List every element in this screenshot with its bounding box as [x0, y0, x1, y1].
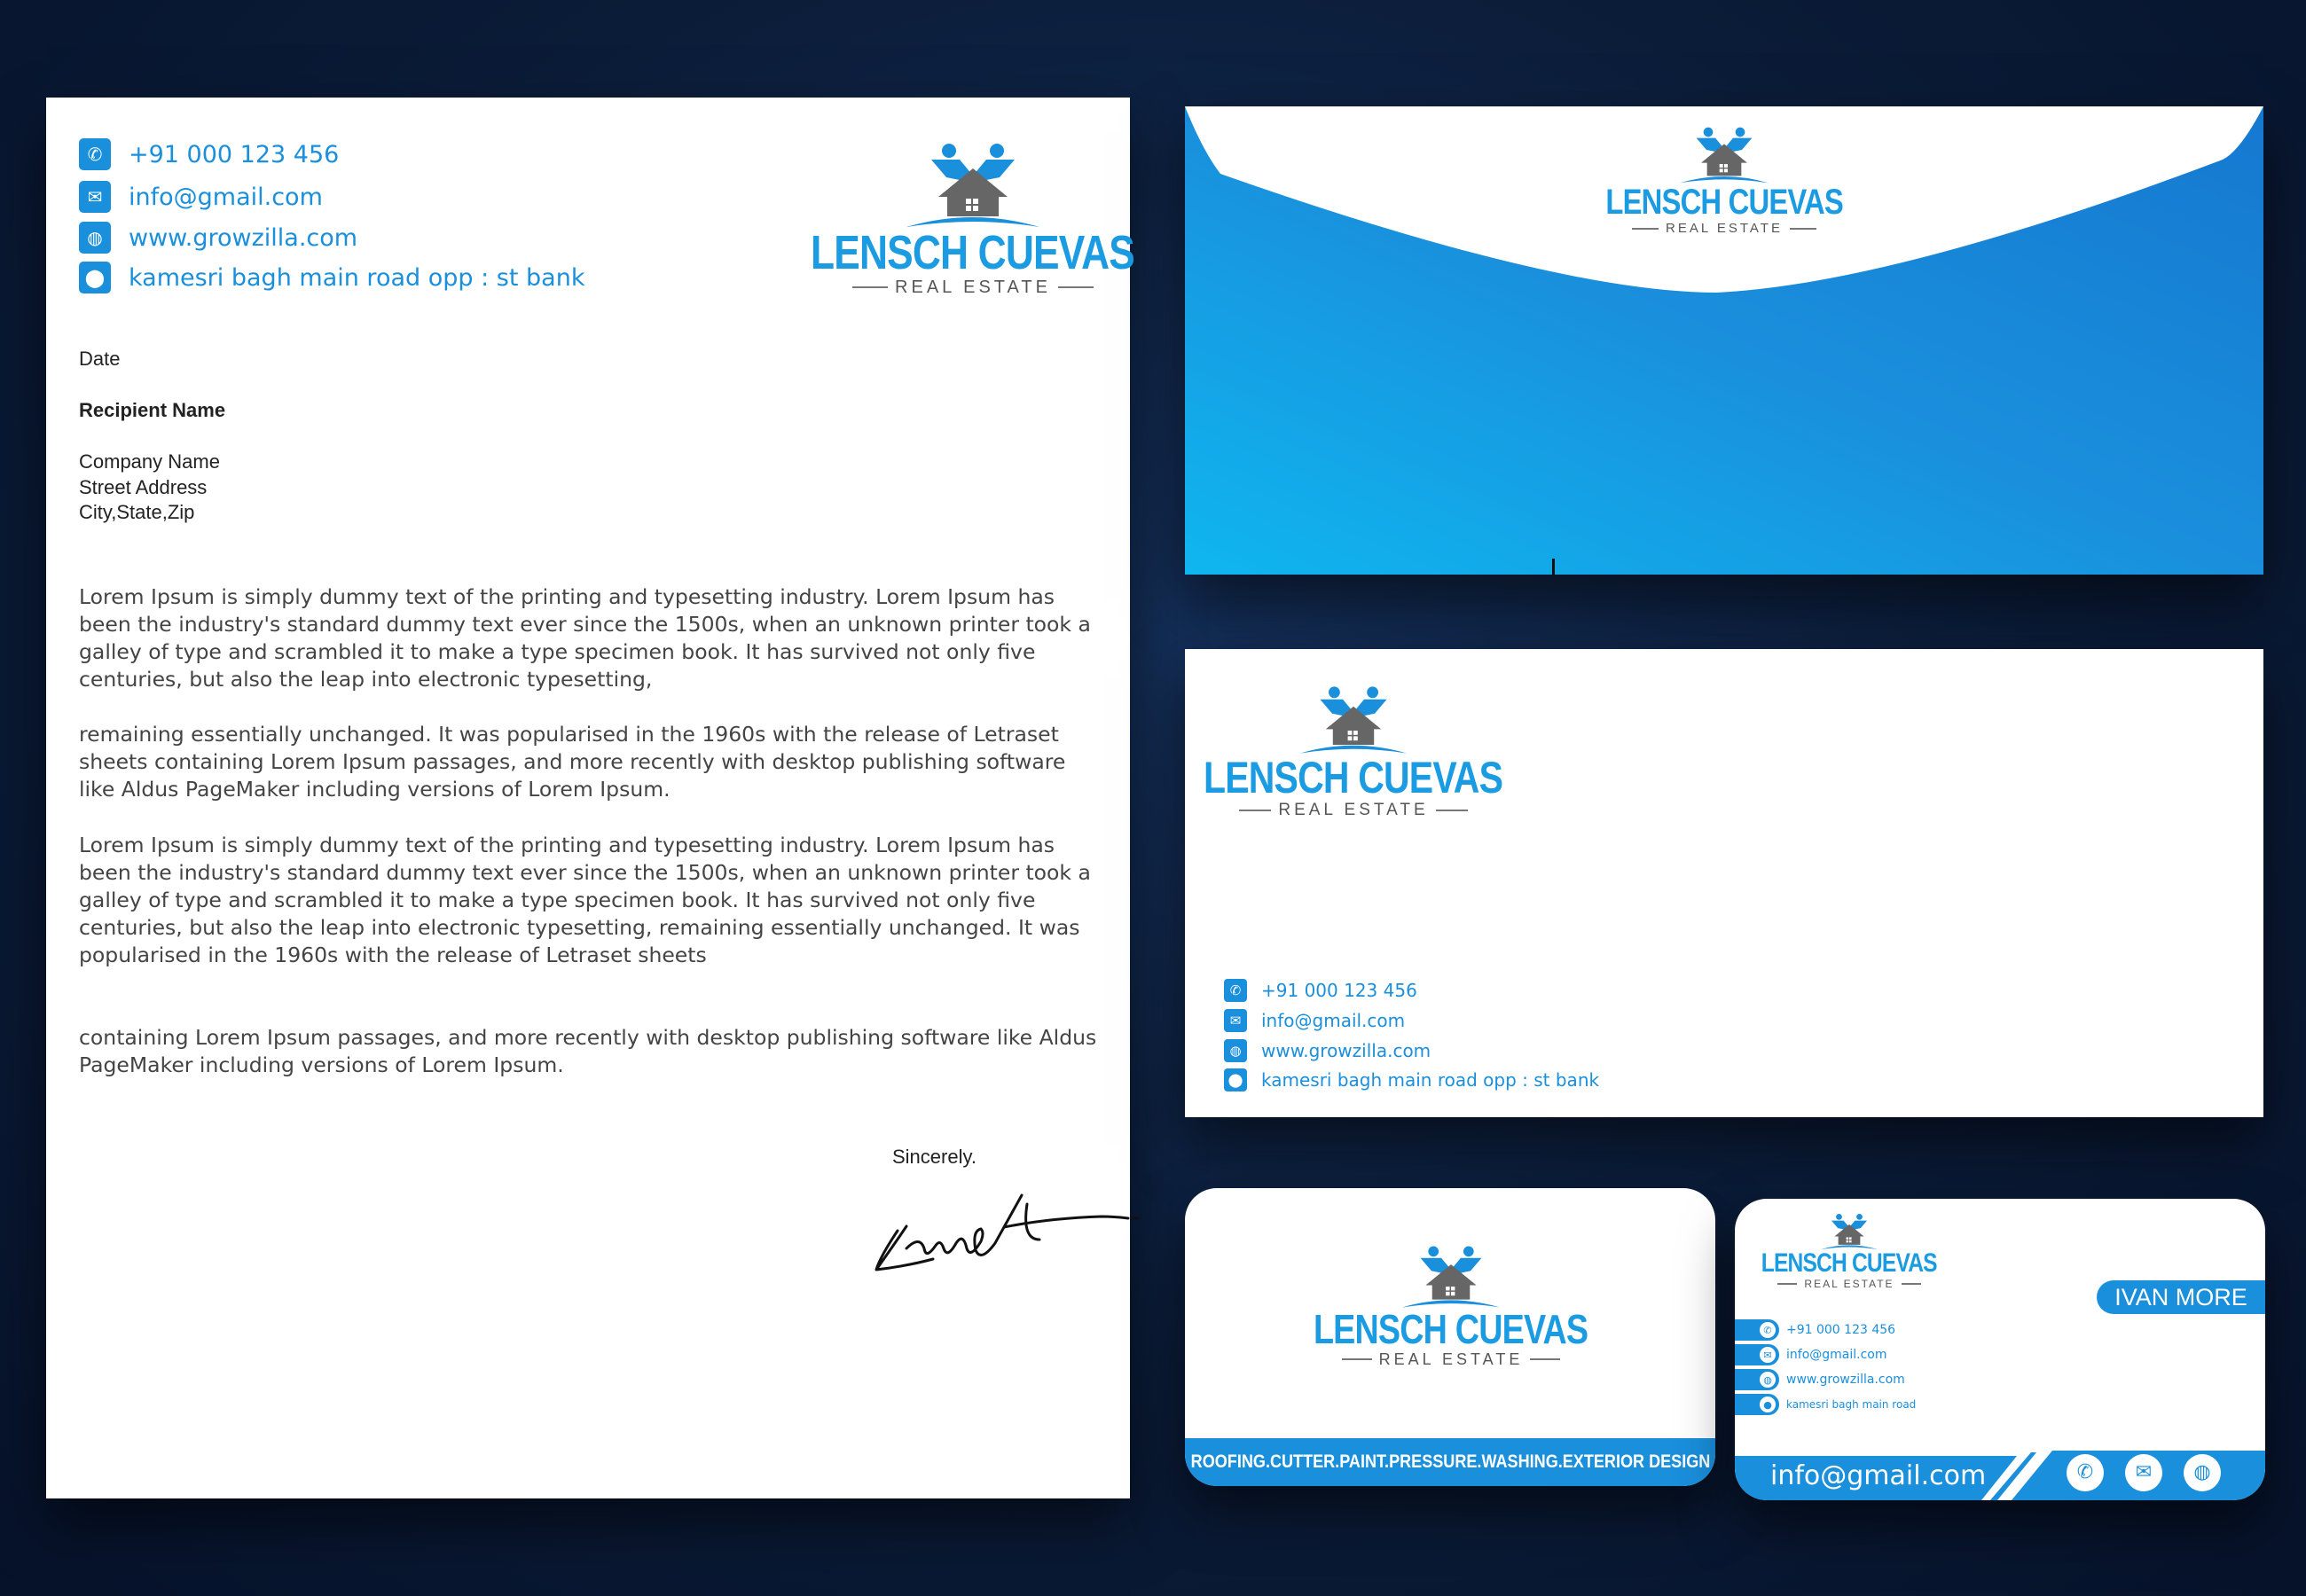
letterhead-email-row [79, 181, 323, 213]
phone-icon: ✆ [79, 138, 111, 170]
letter-paragraph-1: Lorem Ipsum is simply dummy text of the printing and typesetting industry. Lorem Ipsum has been the industry's standard dummy text ever since the 1500s, when an unknown printer took a galley of type and scrambled it to make a type specimen book. It has survived not only five centuries, but also the leap into electronic typesetting, [79, 584, 1091, 692]
brand-tagline-row [852, 278, 1094, 296]
location-icon: ⬤ [79, 262, 111, 293]
tagline-rule-left [1239, 810, 1271, 811]
brand-name: LENSCH CUEVAS [1605, 183, 1843, 222]
business-card-back [1735, 1199, 2265, 1500]
brand-name: LENSCH CUEVAS [1314, 1306, 1588, 1352]
letterhead-email: info@gmail.com [129, 183, 323, 211]
brand-name: LENSCH CUEVAS [1204, 753, 1503, 802]
envelope [1185, 106, 2263, 575]
letterhead-logo [811, 142, 1135, 297]
brand-tagline: REAL ESTATE [1804, 1278, 1894, 1290]
services-band [1185, 1438, 1715, 1486]
letterhead-page [46, 98, 1135, 1498]
letterhead-website: www.growzilla.com [129, 223, 358, 252]
email-icon: ✉ [1224, 1009, 1247, 1032]
slip-website-row [1224, 1039, 1431, 1062]
location-icon: ● [1760, 1396, 1776, 1412]
tagline-rule-right [1530, 1358, 1560, 1360]
city-state-zip: City,State,Zip [79, 501, 195, 523]
letter-paragraph-3: Lorem Ipsum is simply dummy text of the printing and typesetting industry. Lorem Ipsum has been the industry's standard dummy text ever since the 1500s, when an unknown printer took a galley of type and scrambled it to make a type specimen book. It has survived not only five centuries, but also the leap into electronic typesetting, remaining essentially unchanged. It was popularised in the 1960s with the release of Letraset sheets [79, 833, 1091, 967]
globe-icon: ◍ [2184, 1454, 2221, 1491]
phone-icon: ✆ [2067, 1454, 2104, 1491]
slip-logo [1204, 685, 1503, 819]
phone-icon: ✆ [1224, 979, 1247, 1002]
company-name: Company Name [79, 450, 220, 473]
email-icon: ✉ [79, 181, 111, 213]
closing: Sincerely. [892, 1146, 977, 1168]
slip-phone-row [1224, 979, 1417, 1002]
tagline-rule-left [1342, 1358, 1372, 1360]
card-address-row [1735, 1394, 1916, 1415]
tagline-rule-right [1436, 810, 1468, 811]
card-email-row [1735, 1344, 1887, 1365]
brand-name: LENSCH CUEVAS [1761, 1248, 1938, 1278]
globe-icon: ◍ [1760, 1372, 1776, 1388]
date-label: Date [79, 348, 121, 370]
slip-email-row [1224, 1009, 1405, 1032]
house-people-logo-icon [1402, 1245, 1500, 1309]
card-website: www.growzilla.com [1786, 1373, 1905, 1387]
location-icon: ⬤ [1224, 1068, 1247, 1091]
card-back-logo [1747, 1213, 1951, 1289]
card-address: kamesri bagh main road [1786, 1398, 1917, 1411]
card-email: info@gmail.com [1786, 1348, 1887, 1362]
slip-email: info@gmail.com [1261, 1010, 1406, 1031]
letter-paragraph-2: remaining essentially unchanged. It was popularised in the 1960s with the release of Letraset sheets containing Lorem Ipsum passages, and more recently with desktop publishing software like Aldus PageMaker including versions of Lorem Ipsum. [79, 722, 1066, 802]
card-phone-row [1735, 1319, 1895, 1341]
letterhead-address-row [79, 262, 584, 293]
brand-tagline: REAL ESTATE [1278, 801, 1429, 819]
globe-icon: ◍ [1224, 1039, 1247, 1062]
person-name: IVAN MORE [2097, 1280, 2265, 1314]
brand-tagline-row [1777, 1279, 1920, 1289]
brand-tagline-row [1239, 802, 1467, 818]
letterhead-website-row [79, 222, 357, 254]
brand-tagline-row [1632, 222, 1816, 235]
slip-address: kamesri bagh main road opp : st bank [1261, 1069, 1600, 1091]
recipient-name: Recipient Name [79, 399, 226, 421]
letter-paragraph-4: containing Lorem Ipsum passages, and more recently with desktop publishing software like Aldus PageMaker including versions of Lorem Ipsum. [79, 1025, 1097, 1077]
street-address: Street Address [79, 476, 208, 498]
brand-tagline: REAL ESTATE [895, 278, 1051, 297]
house-people-logo-icon [1821, 1213, 1878, 1250]
phone-icon: ✆ [1760, 1322, 1776, 1338]
card-website-row [1735, 1369, 1905, 1390]
letterhead-address: kamesri bagh main road opp : st bank [129, 263, 585, 292]
email-icon: ✉ [2125, 1454, 2162, 1491]
business-envelope [1185, 649, 2263, 1117]
brand-tagline: REAL ESTATE [1666, 221, 1783, 236]
house-people-logo-icon [906, 142, 1039, 229]
card-front-logo [1314, 1245, 1588, 1367]
letterhead-phone: +91 000 123 456 [129, 140, 340, 168]
slip-address-row [1224, 1068, 1599, 1091]
tagline-rule-right [1058, 286, 1094, 288]
card-phone: +91 000 123 456 [1786, 1323, 1896, 1337]
tagline-rule-left [852, 286, 888, 288]
house-people-logo-icon [1300, 685, 1407, 755]
services-text: ROOFING.CUTTER.PAINT.PRESSURE.WASHING.EXTERIOR DESIGN [1190, 1451, 1710, 1472]
brand-tagline-row [1342, 1351, 1561, 1367]
envelope-logo [1582, 126, 1866, 235]
slip-phone: +91 000 123 456 [1261, 980, 1417, 1001]
brand-tagline: REAL ESTATE [1378, 1350, 1524, 1368]
tagline-rule-right [1902, 1283, 1921, 1285]
card-bottom-email: info@gmail.com [1770, 1460, 1987, 1491]
house-people-logo-icon [1680, 126, 1769, 184]
slip-website: www.growzilla.com [1261, 1040, 1431, 1061]
tagline-rule-left [1777, 1283, 1797, 1285]
tagline-rule-left [1632, 228, 1659, 230]
email-icon: ✉ [1760, 1347, 1776, 1363]
brand-name: LENSCH CUEVAS [811, 226, 1135, 279]
letterhead-phone-row [79, 138, 339, 170]
signature [871, 1177, 1146, 1284]
business-card-front [1185, 1188, 1715, 1486]
tagline-rule-right [1790, 228, 1816, 230]
globe-icon: ◍ [79, 222, 111, 254]
